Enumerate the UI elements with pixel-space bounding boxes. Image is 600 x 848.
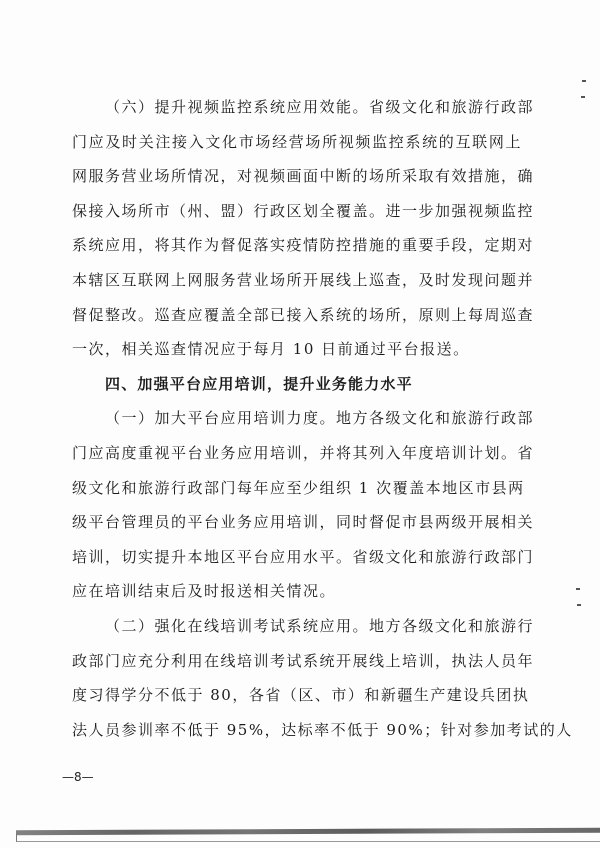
scan-artifact bbox=[576, 588, 580, 590]
paragraph-line-subsection-1-title: （一）加大平台应用培训力度。地方各级文化和旅游行政部 bbox=[105, 409, 535, 428]
paragraph-line-subsection-2-title: （二）强化在线培训考试系统应用。地方各级文化和旅游行 bbox=[105, 616, 535, 635]
paragraph-line: 级文化和旅游行政部门每年应至少组织 1 次覆盖本地区市县两 bbox=[72, 478, 525, 497]
page-number: —8— bbox=[62, 770, 94, 784]
paragraph-line: 法人员参训率不低于 95%，达标率不低于 90%；针对参加考试的人 bbox=[72, 720, 573, 739]
paragraph-line: 保接入场所市（州、盟）行政区划全覆盖。进一步加强视频监控 bbox=[72, 201, 535, 220]
paragraph-line: 本辖区互联网上网服务营业场所开展线上巡查，及时发现问题并 bbox=[72, 270, 535, 289]
paragraph-line: 门应及时关注接入文化市场经营场所视频监控系统的互联网上 bbox=[72, 132, 522, 151]
scan-artifact bbox=[581, 96, 585, 98]
paragraph-line: 督促整改。巡查应覆盖全部已接入系统的场所，原则上每周巡查 bbox=[72, 305, 535, 324]
scan-artifact bbox=[582, 80, 586, 82]
paragraph-line: 政部门应充分利用在线培训考试系统开展线上培训，执法人员年 bbox=[72, 651, 535, 670]
document-body bbox=[72, 90, 573, 747]
paragraph-line-last: 一次，相关巡查情况应于每月 10 日前通过平台报送。 bbox=[72, 340, 470, 359]
paragraph-line: 级平台管理员的平台业务应用培训，同时督促市县两级开展相关 bbox=[72, 513, 535, 532]
paragraph-line: 门应高度重视平台业务应用培训，并将其列入年度培训计划。省 bbox=[72, 443, 535, 462]
paragraph-line-subsection-6-title: （六）提升视频监控系统应用效能。省级文化和旅游行政部 bbox=[105, 98, 535, 116]
paragraph-line: 网服务营业场所情况，对视频画面中断的场所采取有效措施，确 bbox=[72, 167, 535, 186]
paragraph-line: 培训，切实提升本地区平台应用水平。省级文化和旅游行政部门 bbox=[72, 547, 535, 566]
scan-bottom-edge bbox=[16, 829, 600, 843]
section-heading-4: 四、加强平台应用培训，提升业务能力水平 bbox=[105, 374, 413, 393]
paragraph-line: 系统应用，将其作为督促落实疫情防控措施的重要手段，定期对 bbox=[72, 236, 535, 255]
paragraph-line: 度习得学分不低于 80，各省（区、市）和新疆生产建设兵团执 bbox=[72, 686, 530, 705]
paragraph-line-last: 应在培训结束后及时报送相关情况。 bbox=[72, 582, 337, 601]
scan-artifact bbox=[577, 604, 581, 606]
scan-edge-outline bbox=[16, 833, 600, 842]
